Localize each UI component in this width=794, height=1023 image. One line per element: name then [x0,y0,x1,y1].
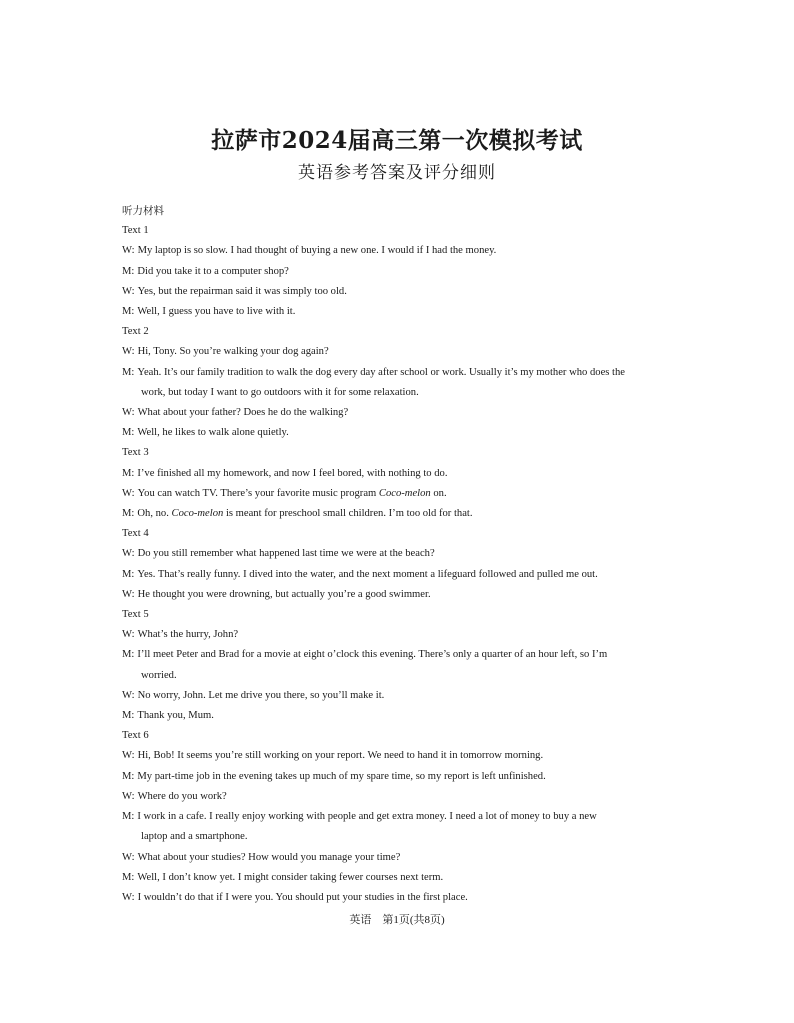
dialogue-line [122,363,674,383]
dialogue-line [122,807,674,827]
utterance-pre: You can watch TV. There’s your favorite music program [137,487,379,499]
utterance: I wouldn’t do that if I were you. You should put your studies in the first place. [137,891,468,903]
speaker: W: [122,487,135,499]
dialogue-continuation: work, but today I want to go outdoors with it for some relaxation. [141,386,419,398]
dialogue-line [122,241,674,261]
text-label: Text 4 [122,528,149,540]
speaker: W: [122,407,135,419]
speaker: W: [122,851,135,863]
utterance: Hi, Bob! It seems you’re still working on your report. We need to hand it in tomorrow morning. [137,750,544,762]
dialogue-line [122,787,674,807]
dialogue-line [122,868,674,888]
utterance: Where do you work? [137,790,227,802]
dialogue-line [122,342,674,362]
utterance: What about your father? Does he do the walking? [137,407,349,419]
dialogue-line [122,585,674,605]
speaker: M: [122,265,135,277]
dialogue-line [122,848,674,868]
dialogue-line [122,746,674,766]
dialogue-line [122,544,674,564]
utterance: I’ve finished all my homework, and now I feel bored, with nothing to do. [137,467,448,479]
section-heading: 听力材料 [122,205,164,217]
dialogue-line [122,625,674,645]
speaker: W: [122,285,135,297]
program-title: Coco-melon [171,508,224,520]
utterance: What’s the hurry, John? [137,629,239,641]
dialogue-line [122,464,674,484]
speaker: W: [122,689,135,701]
speaker: M: [122,871,135,883]
utterance: I work in a cafe. I really enjoy working with people and get extra money. I need a lot of money to buy a new [137,811,597,823]
speaker: M: [122,568,135,580]
dialogue-line [122,302,674,322]
dialogue-line [122,767,674,787]
dialogue-continuation: worried. [141,669,177,681]
speaker: W: [122,346,135,358]
text-label: Text 5 [122,609,149,621]
dialogue-line [122,645,674,665]
utterance: Yeah. It’s our family tradition to walk the dog every day after school or work. Usually it’s my mother who does the [137,366,625,378]
utterance: Yes. That’s really funny. I dived into the water, and the next moment a lifeguard followed and pulled me out. [137,568,598,580]
dialogue-line [122,888,674,908]
dialogue-line [122,565,674,585]
dialogue-line [122,504,674,524]
dialogue-continuation: laptop and a smartphone. [141,831,248,843]
dialogue-line [122,423,674,443]
speaker: W: [122,750,135,762]
program-title: Coco-melon [378,487,431,499]
utterance: No worry, John. Let me drive you there, so you’ll make it. [137,689,385,701]
speaker: M: [122,811,135,823]
utterance-pre: Oh, no. [137,508,172,520]
speaker: W: [122,548,135,560]
dialogue-line [122,706,674,726]
speaker: M: [122,427,135,439]
utterance: My laptop is so slow. I had thought of buying a new one. I would if I had the money. [137,245,497,257]
speaker: M: [122,508,135,520]
utterance: Thank you, Mum. [137,710,214,722]
utterance: Well, I guess you have to live with it. [137,306,296,318]
speaker: W: [122,891,135,903]
dialogue-line [122,262,674,282]
exam-title: 拉萨市2024届高三第一次模拟考试 [211,127,583,154]
utterance: I’ll meet Peter and Brad for a movie at eight o’clock this evening. There’s only a quarter of an hour left, so I’m [137,649,608,661]
dialogue-line [122,282,674,302]
utterance: Well, I don’t know yet. I might consider taking fewer courses next term. [137,871,444,883]
utterance: My part-time job in the evening takes up much of my spare time, so my report is left unfinished. [137,770,546,782]
utterance: Do you still remember what happened last time we were at the beach? [137,548,435,560]
answer-key-subtitle: 英语参考答案及评分细则 [298,163,496,183]
speaker: M: [122,710,135,722]
text-label: Text 1 [122,225,149,237]
speaker: W: [122,790,135,802]
speaker: W: [122,588,135,600]
text-label: Text 2 [122,326,149,338]
speaker: M: [122,306,135,318]
speaker: M: [122,770,135,782]
page-footer: 英语 第1页(共8页) [349,914,445,926]
text-label: Text 6 [122,730,149,742]
utterance: Hi, Tony. So you’re walking your dog again? [137,346,329,358]
speaker: M: [122,467,135,479]
utterance: He thought you were drowning, but actually you’re a good swimmer. [137,588,431,600]
speaker: M: [122,649,135,661]
utterance-post: is meant for preschool small children. I’m too old for that. [223,508,473,520]
utterance: Well, he likes to walk alone quietly. [137,427,289,439]
dialogue-line [122,686,674,706]
utterance: Yes, but the repairman said it was simply too old. [137,285,347,297]
speaker: W: [122,245,135,257]
utterance-post: on. [430,487,447,499]
utterance: What about your studies? How would you manage your time? [137,851,401,863]
speaker: M: [122,366,135,378]
utterance: Did you take it to a computer shop? [137,265,289,277]
listening-transcript [122,201,674,908]
dialogue-line [122,403,674,423]
text-label: Text 3 [122,447,149,459]
speaker: W: [122,629,135,641]
dialogue-line [122,484,674,504]
